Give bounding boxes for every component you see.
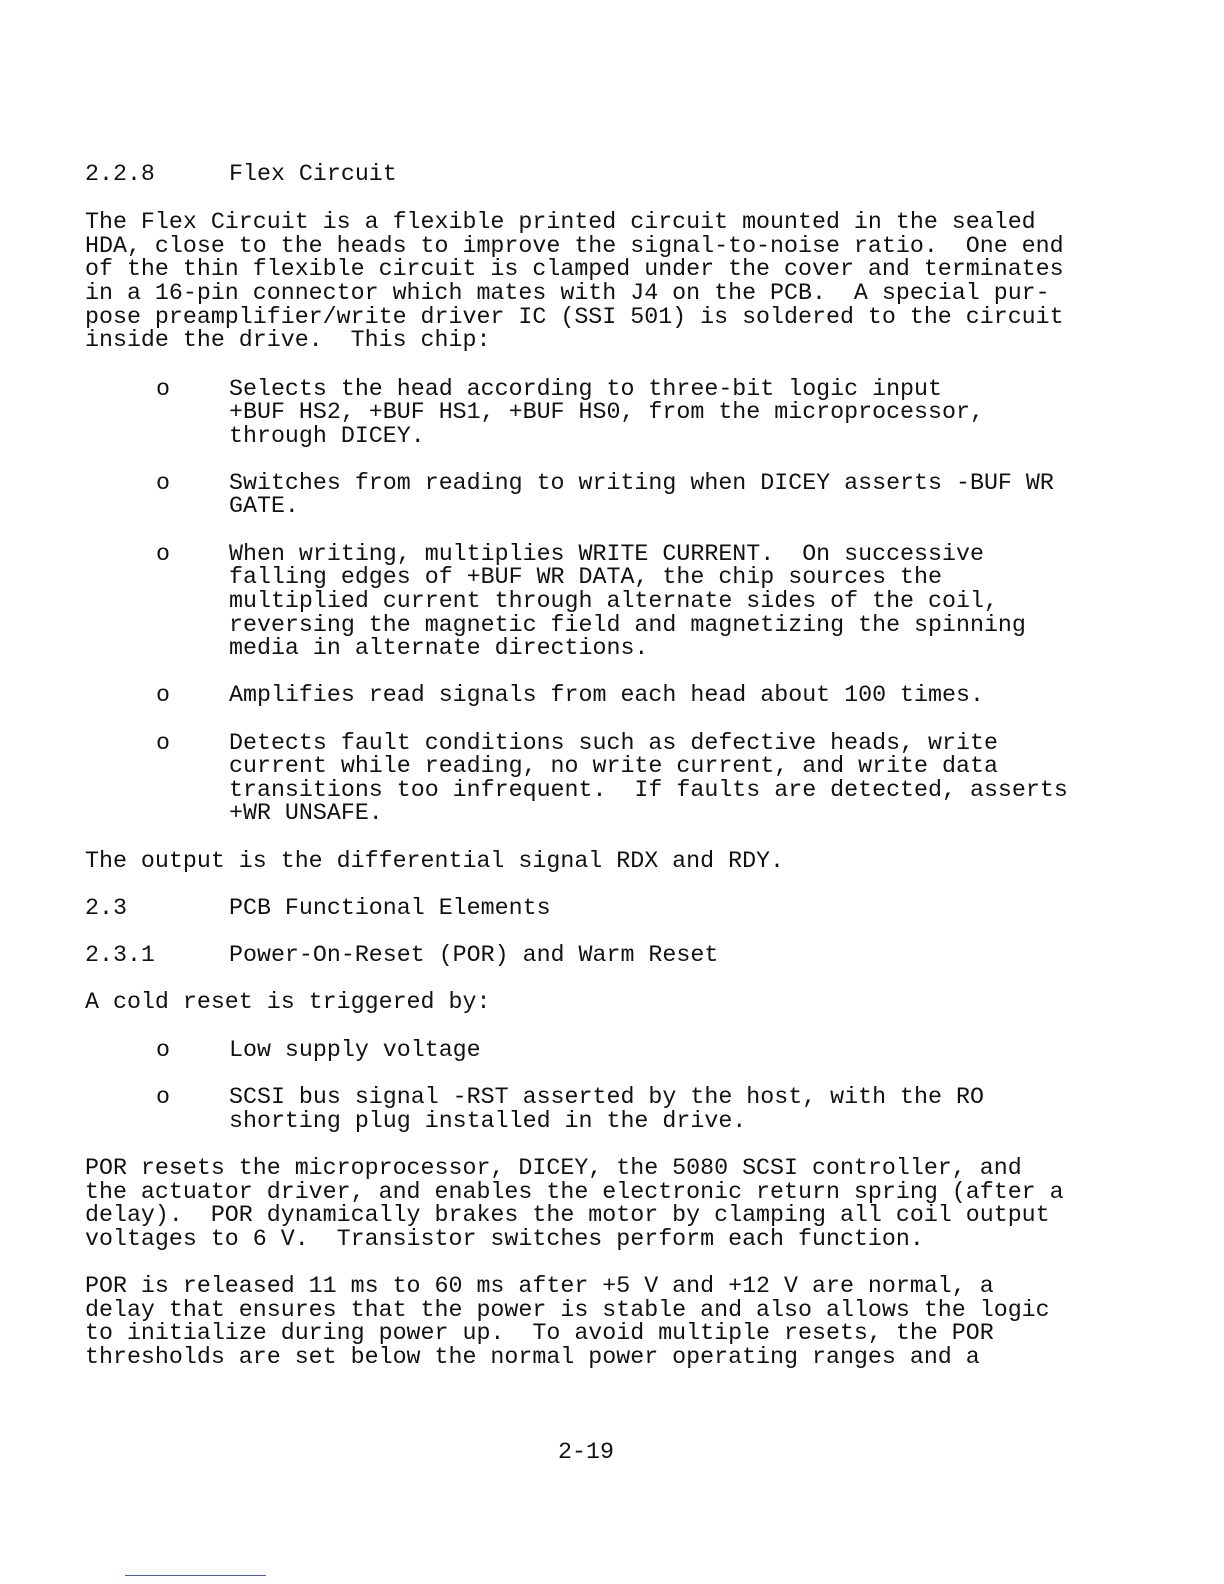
bullet-text: GATE. [229,493,299,519]
bullet-text: through DICEY. [229,423,425,449]
bullet-text: Low supply voltage [229,1037,481,1063]
section-number: 2.2.8 [85,161,155,187]
bullet-text: +BUF HS2, +BUF HS1, +BUF HS0, from the microprocessor, [229,399,984,425]
paragraph-line: to initialize during power up. To avoid multiple resets, the POR [85,1320,994,1346]
paragraph-line: pose preamplifier/write driver IC (SSI 501) is soldered to the circuit [85,304,1064,330]
section-title: PCB Functional Elements [229,895,551,921]
bullet-marker: o [156,682,170,708]
section-number: 2.3 [85,895,127,921]
section-number: 2.3.1 [85,942,155,968]
paragraph-line: The output is the differential signal RDX and RDY. [85,848,785,874]
bullet-text: media in alternate directions. [229,635,649,661]
bullet-text: Amplifies read signals from each head about 100 times. [229,682,984,708]
paragraph-line: HDA, close to the heads to improve the signal-to-noise ratio. One end [85,233,1064,259]
paragraph-line: the actuator driver, and enables the electronic return spring (after a [85,1179,1064,1205]
paragraph-line: POR resets the microprocessor, DICEY, the 5080 SCSI controller, and [85,1155,1022,1181]
bullet-text: Detects fault conditions such as defective heads, write [229,730,998,756]
paragraph-line: delay). POR dynamically brakes the motor by clamping all coil output [85,1202,1050,1228]
bullet-text: When writing, multiplies WRITE CURRENT. On successive [229,541,984,567]
paragraph-line: A cold reset is triggered by: [85,989,491,1015]
bullet-marker: o [156,470,170,496]
paragraph-line: thresholds are set below the normal power operating ranges and a [85,1344,980,1370]
bullet-text: current while reading, no write current, and write data [229,753,998,779]
bullet-text: Switches from reading to writing when DICEY asserts -BUF WR [229,470,1054,496]
page-number: 2-19 [558,1439,614,1465]
section-title: Flex Circuit [229,161,397,187]
bullet-text: SCSI bus signal -RST asserted by the host, with the RO [229,1084,984,1110]
bullet-marker: o [156,1037,170,1063]
footer-rule [125,1575,266,1576]
bullet-marker: o [156,1084,170,1110]
bullet-marker: o [156,541,170,567]
bullet-marker: o [156,730,170,756]
paragraph-line: POR is released 11 ms to 60 ms after +5 V and +12 V are normal, a [85,1273,994,1299]
bullet-text: falling edges of +BUF WR DATA, the chip sources the [229,564,943,590]
paragraph-line: of the thin flexible circuit is clamped under the cover and terminates [85,256,1064,282]
paragraph-line: voltages to 6 V. Transistor switches perform each function. [85,1226,924,1252]
bullet-text: +WR UNSAFE. [229,800,383,826]
section-title: Power-On-Reset (POR) and Warm Reset [229,942,719,968]
bullet-text: reversing the magnetic field and magnetizing the spinning [229,612,1026,638]
bullet-marker: o [156,376,170,402]
bullet-text: shorting plug installed in the drive. [229,1108,747,1134]
bullet-text: transitions too infrequent. If faults are detected, asserts [229,777,1068,803]
paragraph-line: inside the drive. This chip: [85,327,491,353]
paragraph-line: in a 16-pin connector which mates with J4 on the PCB. A special pur- [85,280,1050,306]
paragraph-line: delay that ensures that the power is stable and also allows the logic [85,1297,1050,1323]
paragraph-line: The Flex Circuit is a flexible printed circuit mounted in the sealed [85,209,1036,235]
bullet-text: Selects the head according to three-bit logic input [229,376,943,402]
bullet-text: multiplied current through alternate sides of the coil, [229,588,998,614]
